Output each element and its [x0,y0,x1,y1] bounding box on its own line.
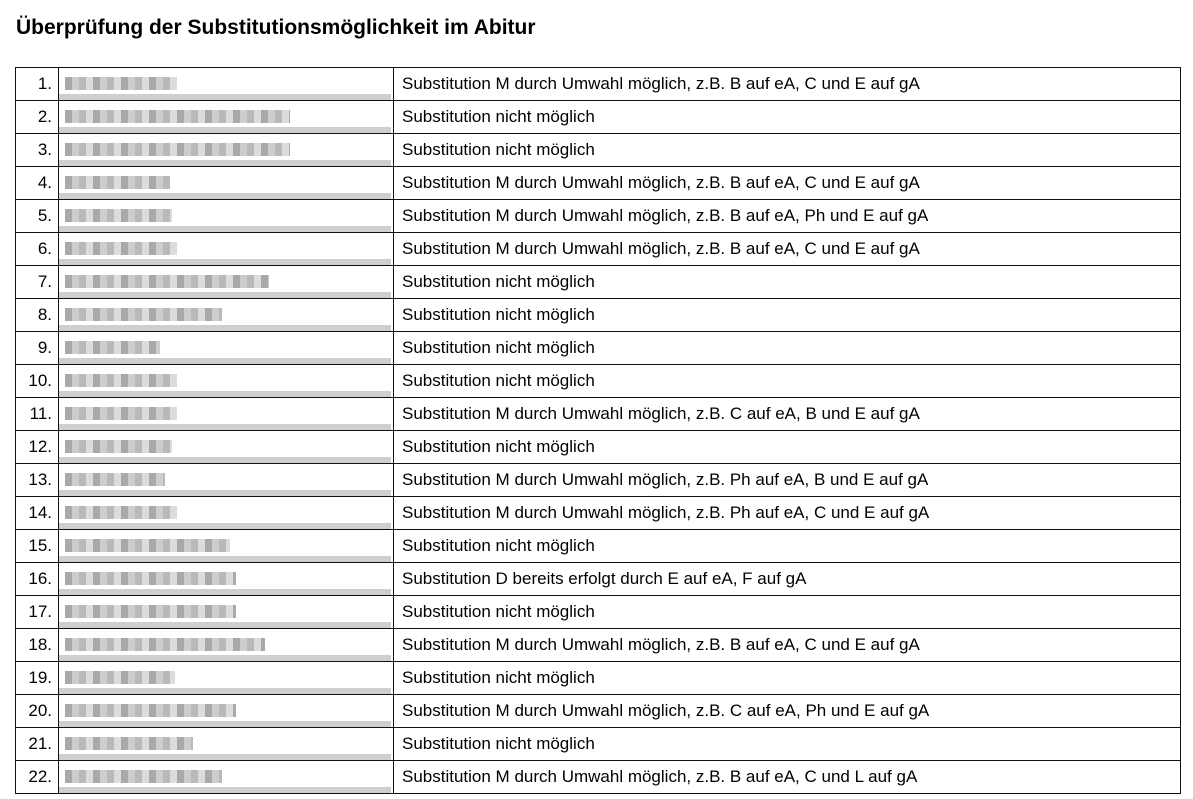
student-name-redacted [59,398,394,431]
redacted-name-blur [65,539,230,552]
student-name-redacted [59,464,394,497]
student-name-redacted [59,695,394,728]
redacted-name-blur [65,440,172,453]
redaction-bar [59,391,391,397]
redaction-bar [59,424,391,430]
row-number: 12. [16,431,59,464]
redacted-name-blur [65,605,236,618]
row-number: 17. [16,596,59,629]
row-number: 7. [16,266,59,299]
row-number: 5. [16,200,59,233]
redaction-bar [59,160,391,166]
student-name-redacted [59,68,394,101]
substitution-status: Substitution nicht möglich [394,431,1181,464]
substitution-status: Substitution nicht möglich [394,596,1181,629]
student-name-redacted [59,728,394,761]
redacted-name-blur [65,473,165,486]
redaction-bar [59,457,391,463]
redacted-name-blur [65,506,177,519]
substitution-status: Substitution M durch Umwahl möglich, z.B. B auf eA, C und E auf gA [394,167,1181,200]
substitution-status: Substitution M durch Umwahl möglich, z.B. B auf eA, C und E auf gA [394,629,1181,662]
student-name-redacted [59,167,394,200]
student-name-redacted [59,563,394,596]
redaction-bar [59,226,391,232]
substitution-status: Substitution nicht möglich [394,134,1181,167]
redaction-bar [59,655,391,661]
student-name-redacted [59,431,394,464]
redacted-name-blur [65,572,236,585]
row-number: 15. [16,530,59,563]
redacted-name-blur [65,671,175,684]
table-row [16,464,1181,497]
row-number: 14. [16,497,59,530]
redaction-bar [59,721,391,727]
redacted-name-blur [65,308,222,321]
row-number: 4. [16,167,59,200]
row-number: 22. [16,761,59,794]
redacted-name-blur [65,374,177,387]
substitution-status: Substitution M durch Umwahl möglich, z.B. B auf eA, C und E auf gA [394,233,1181,266]
table-row [16,761,1181,794]
table-row [16,695,1181,728]
student-name-redacted [59,596,394,629]
redaction-bar [59,523,391,529]
table-row [16,662,1181,695]
table-row [16,266,1181,299]
row-number: 13. [16,464,59,497]
redacted-name-blur [65,176,170,189]
table-row [16,728,1181,761]
redaction-bar [59,325,391,331]
row-number: 2. [16,101,59,134]
student-name-redacted [59,662,394,695]
redacted-name-blur [65,341,160,354]
substitution-status: Substitution M durch Umwahl möglich, z.B. B auf eA, Ph und E auf gA [394,200,1181,233]
student-name-redacted [59,101,394,134]
student-name-redacted [59,266,394,299]
redaction-bar [59,358,391,364]
substitution-status: Substitution nicht möglich [394,530,1181,563]
substitution-status: Substitution M durch Umwahl möglich, z.B. C auf eA, Ph und E auf gA [394,695,1181,728]
substitution-status: Substitution nicht möglich [394,662,1181,695]
substitution-status: Substitution M durch Umwahl möglich, z.B. Ph auf eA, B und E auf gA [394,464,1181,497]
redaction-bar [59,94,391,100]
redacted-name-blur [65,275,269,288]
row-number: 20. [16,695,59,728]
redaction-bar [59,292,391,298]
redaction-bar [59,556,391,562]
row-number: 9. [16,332,59,365]
table-row [16,629,1181,662]
student-name-redacted [59,761,394,794]
row-number: 8. [16,299,59,332]
substitution-status: Substitution nicht möglich [394,365,1181,398]
table-row [16,134,1181,167]
student-name-redacted [59,365,394,398]
table-row [16,299,1181,332]
table-row [16,101,1181,134]
row-number: 19. [16,662,59,695]
substitution-status: Substitution nicht möglich [394,299,1181,332]
student-name-redacted [59,530,394,563]
table-row [16,365,1181,398]
table-row [16,398,1181,431]
redacted-name-blur [65,737,193,750]
redaction-bar [59,490,391,496]
student-name-redacted [59,134,394,167]
table-row [16,332,1181,365]
substitution-status: Substitution M durch Umwahl möglich, z.B. B auf eA, C und E auf gA [394,68,1181,101]
row-number: 16. [16,563,59,596]
substitution-table [15,67,1181,794]
redaction-bar [59,622,391,628]
substitution-status: Substitution M durch Umwahl möglich, z.B. C auf eA, B und E auf gA [394,398,1181,431]
substitution-status: Substitution M durch Umwahl möglich, z.B. B auf eA, C und L auf gA [394,761,1181,794]
row-number: 1. [16,68,59,101]
substitution-status: Substitution D bereits erfolgt durch E auf eA, F auf gA [394,563,1181,596]
substitution-status: Substitution nicht möglich [394,266,1181,299]
table-row [16,200,1181,233]
redacted-name-blur [65,704,236,717]
redacted-name-blur [65,638,265,651]
table-row [16,68,1181,101]
table-row [16,563,1181,596]
table-body [16,68,1181,794]
substitution-status: Substitution nicht möglich [394,101,1181,134]
row-number: 21. [16,728,59,761]
student-name-redacted [59,200,394,233]
table-row [16,497,1181,530]
redacted-name-blur [65,407,177,420]
row-number: 3. [16,134,59,167]
redacted-name-blur [65,143,290,156]
redaction-bar [59,589,391,595]
substitution-status: Substitution nicht möglich [394,332,1181,365]
student-name-redacted [59,299,394,332]
row-number: 10. [16,365,59,398]
table-row [16,596,1181,629]
table-row [16,233,1181,266]
redaction-bar [59,259,391,265]
student-name-redacted [59,332,394,365]
row-number: 11. [16,398,59,431]
row-number: 18. [16,629,59,662]
student-name-redacted [59,497,394,530]
redaction-bar [59,688,391,694]
row-number: 6. [16,233,59,266]
student-name-redacted [59,233,394,266]
redaction-bar [59,127,391,133]
table-row [16,167,1181,200]
redaction-bar [59,787,391,793]
redacted-name-blur [65,242,177,255]
redaction-bar [59,193,391,199]
redaction-bar [59,754,391,760]
substitution-status: Substitution M durch Umwahl möglich, z.B. Ph auf eA, C und E auf gA [394,497,1181,530]
redacted-name-blur [65,77,177,90]
page-title: Überprüfung der Substitutionsmöglichkeit im Abitur [16,16,536,39]
redacted-name-blur [65,770,222,783]
table-row [16,530,1181,563]
student-name-redacted [59,629,394,662]
substitution-status: Substitution nicht möglich [394,728,1181,761]
table-row [16,431,1181,464]
redacted-name-blur [65,209,172,222]
redacted-name-blur [65,110,290,123]
